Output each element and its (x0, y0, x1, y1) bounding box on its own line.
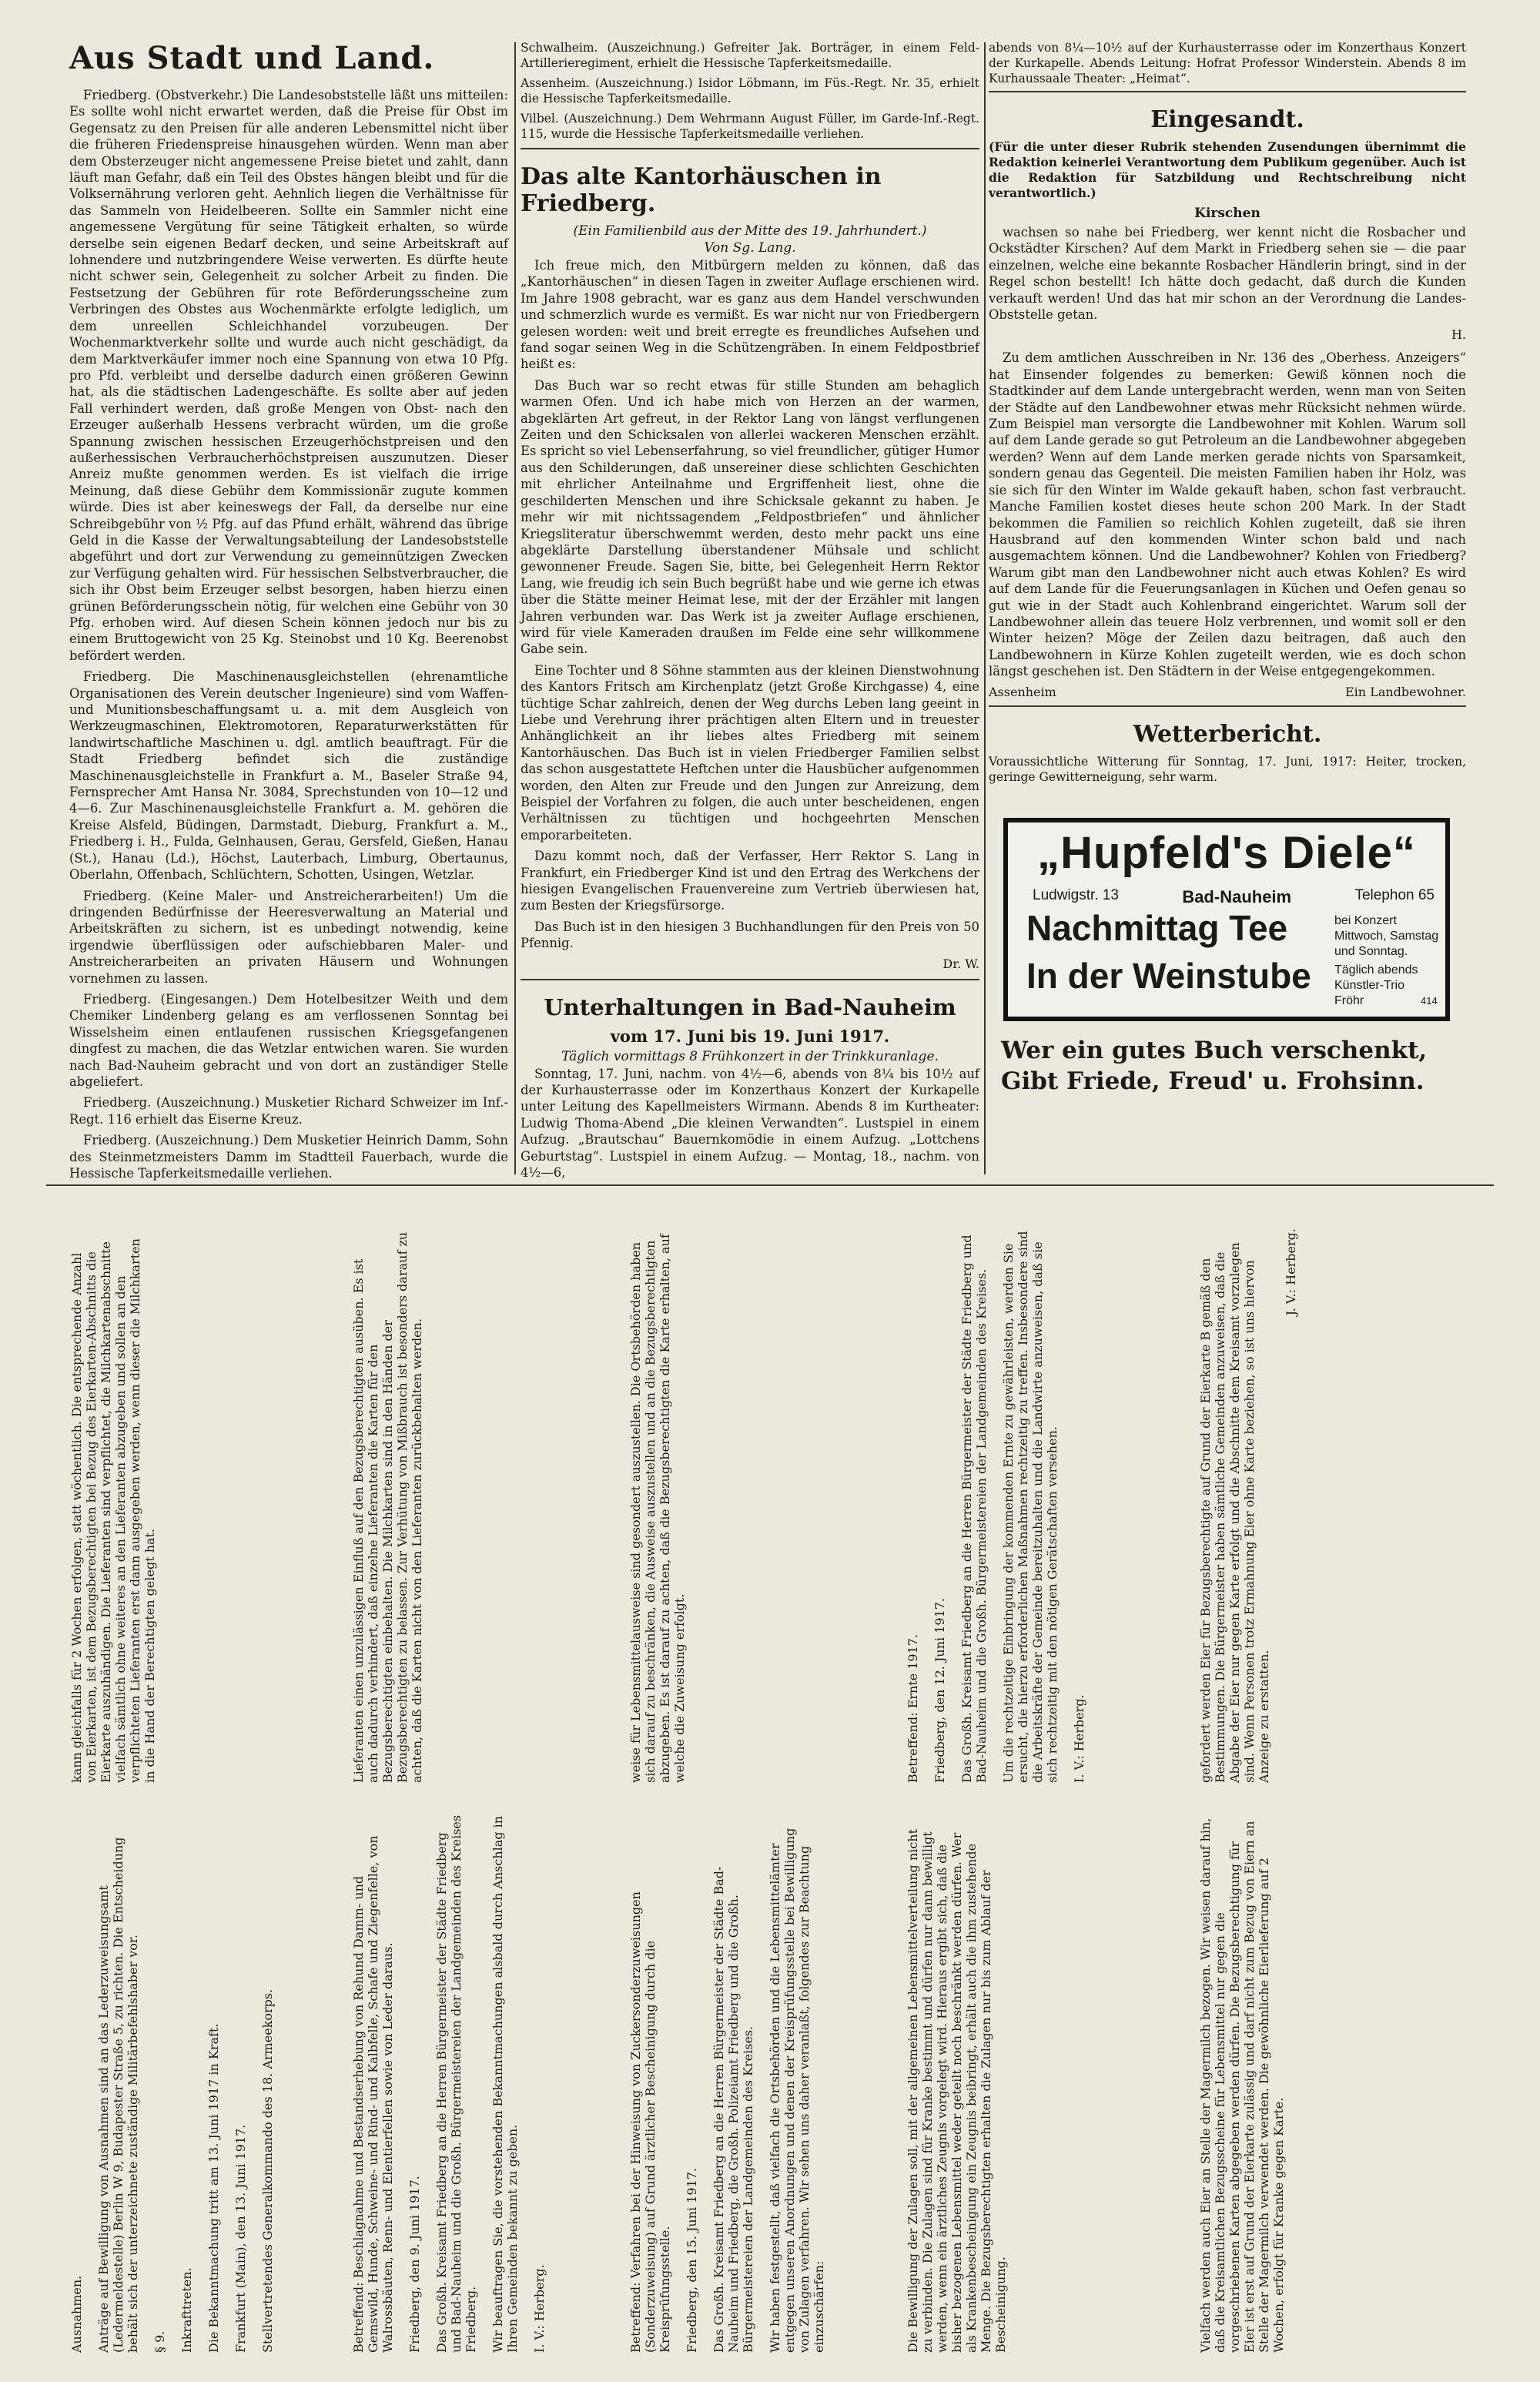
bad-nauheim-subtitle: Täglich vormittags 8 Frühkonzert in der Trinkkuranlage. (561, 1048, 939, 1064)
notice-place-date: Friedberg, den 9. Juni 1917. (407, 2176, 422, 2353)
notice-betreff: Betreffend: Ernte 1917. (906, 1633, 920, 1783)
kirschen-signature: H. (1451, 327, 1466, 343)
notice-recipients: Das Großh. Kreisamt Friedberg an die Herren Bürgermeister der Städte Bad-Nauheim und Friedberg, die Großh. Polizeiamt Friedberg und die Großh. Bürgermeistereien der Landgemeinden des Kreises. (711, 1866, 755, 2353)
section-title-stadt-land: Aus Stadt und Land. (69, 40, 435, 76)
notice-band-3 (616, 1221, 878, 2353)
notice-signature: J. V.: Herberg. (1284, 1228, 1298, 1316)
divider (521, 979, 979, 980)
ad-tea-details: bei Konzert Mittwoch, Samstag und Sonntag. (1334, 914, 1439, 958)
article-maschinen: Friedberg. Die Maschinenausgleichstellen (ehrenamtliche Organisationen des Verein deutscher Ingenieure) sind vom Waffen- und Munitionsbeschaffungsamt u. a. mit dem Ausgleich von Werkzeugmaschinen, Elektromotoren, Reparaturwerkstätten für landwirtschaftliche Maschinen u. dgl. amtlich beauftragt. Für die Stadt Friedberg befindet sich die zuständige Maschinenausgleichstelle in Frankfurt a. M., Baseler Straße 94, Fernsprecher Amt Hansa Nr. 3084, Sprechstunden von 10—12 und 4—6. Zur Maschinenausgleichstelle Frankfurt a. M. gehören die Kreise Alsfeld, Büdingen, Darmstadt, Dieburg, Frankfurt a. M., Friedberg i. H., Fulda, Gelnhausen, Gerau, Gersfeld, Gießen, Hanau (St.), Hanau (Ld.), Höchst, Lauterbach, Limburg, Obertaunus, Oberlahn, Offenbach, Schlüchtern, Schotten, Usingen, Wetzlar. (69, 669, 508, 883)
column-right (989, 40, 1466, 789)
page-divider (46, 1184, 1494, 1186)
kantor-paragraph: Ich freue mich, den Mitbürgern melden zu können, daß das „Kantorhäuschen“ in diesen Tagen in zweiter Auflage erschienen wird. Im Jahre 1908 gebracht, war es ganz aus dem Handel verschwunden und schmerzlich wurde es vermißt. Es war nicht nur von Friedbergern gelesen worden: weit und breit erregte es freundliches Aufsehen und fand sogar seinen Weg in die Schützengräben. In einem Feldpostbrief heißt es: (521, 258, 979, 372)
bad-nauheim-continued: abends von 8¼—10½ auf der Kurhausterrasse oder im Konzerthaus Konzert der Kurkapelle. Abends Leitung: Hofrat Professor Winderstein. Abends 8 im Kurhaussaale Theater: „Heimat“. (989, 41, 1466, 85)
kirschen-heading: Kirschen (1194, 206, 1260, 221)
notice-text-right: Um die rechtzeitige Einbringung der kommenden Ernte zu gewährleisten, werden Sie ersucht, die hierzu erforderlichen Maßnahmen rechtzeitig zu treffen. Insbesondere sind die Arbeitskräfte der Gemeinde bereitzuhalten und die Landwirte anzuweisen, daß sie sich rechtzeitig mit den nötigen Gerätschaften versehen. (1001, 1231, 1060, 1783)
notice-recipients: Das Großh. Kreisamt Friedberg an die Herren Bürgermeister der Städte Friedberg und Bad-Nauheim und die Großh. Bürgermeistereien der Landgemeinden des Kreises Friedberg. (434, 1814, 478, 2353)
bad-nauheim-dates: vom 17. Juni bis 19. Juni 1917. (610, 1026, 890, 1046)
divider (989, 705, 1466, 707)
ad-phone: Telephon 65 (1354, 887, 1435, 903)
notice-text: Vielfach werden auch Eier an Stelle der Magermilch bezogen. Wir weisen darauf hin, daß die Kreisamtlichen Bezugsscheine für Lebensmittel nur gegen die vorgeschriebenen Karten abgegeben werden dürfen. Die Bezugsberechtigung für Eier ist erst auf Grund der Eierkarte zulässig und darf nicht zum Bezug von Eiern an Stelle der Magermilch verwendet werden. Die gewöhnliche Eierlieferung auf 2 Wochen, erfolgt für Kranke gegen Karte. (1198, 1817, 1286, 2353)
kantor-paragraph: Eine Tochter und 8 Söhne stammten aus der kleinen Dienstwohnung des Kantors Fritsch am Kirchenplatz (jetzt Große Kirchgasse) 4, eine tüchtige Schar zahlreich, denen der Weg durchs Leben lang geeint in Liebe und Verehrung ihrer prächtigen alten Eltern und in treuester Anhänglichkeit an ihr liebes altes Friedberg mit seinem Kantorhäuschen. Das Buch ist in vielen Friedberger Familien selbst das schon ausgestattete Heftchen unter die Hausbücher aufgenommen worden, den Alten zur Freude und den Jungen zur Anreizung, dem Beispiel der Vorfahren zu folgen, die auch unter bescheidenen, engen Verhältnissen zu tüchtigen und hochgeehrten Menschen emporarbeiteten. (521, 662, 979, 843)
notice-betreff: Betreffend: Beschlagnahme und Bestandserhebung von Rehund Damm- und Gemswild, Hunde, Schweine- und Rind- und Kalbfelle, Schafe und Ziegenfelle, von Walrossbäuten, Renn- und Elentierfellen sowie von Leder daraus. (351, 1835, 395, 2353)
notice-text: Wir beauftragen Sie, die vorstehenden Bekanntmachungen alsbald durch Anschlag in Ihren Gemeinden bekannt zu geben. (490, 1815, 520, 2353)
letter-signature (989, 685, 1466, 699)
kantor-paragraph: Das Buch war so recht etwas für stille Stunden am behaglich warmen Ofen. Und ich habe mich von Herzen an der warmen, abgeklärten Art gefreut, in der Rektor Lang von längst verflungenen Zeiten und den Schicksalen von allerlei wackeren Menschen erzählt. Es spricht so viel Lebenserfahrung, so viel freundlicher, gütiger Humor aus den Schilderungen, daß unsereiner diese schlichten Geschichten mit ehrlicher Anteilnahme und Ergriffenheit liest, ohne die geschilderten Menschen und ihre Schicksale gekannt zu haben. Je mehr wir mit nichtssagendem „Feldpostbriefen“ und ähnlicher Kriegsliteratur überschwemmt werden, desto mehr packt uns eine abgeklärte Darstellung überstandener Mühsale und schlicht gewonnener Freude. Sagen Sie, bitte, bei Gelegenheit Herrn Rektor Lang, wie freudig ich sein Buch begrüßt habe und wie gerne ich etwas über die Stätte meiner Heimat lese, mit der der Erzähler mit langen Jahren verbunden war. Das Werk ist ja zweiter Auflage erschienen, wird für viele Kameraden draußen im Felde eine sehr willkommene Gabe sein. (521, 377, 979, 657)
ad-tea: Nachmittag Tee (1026, 908, 1288, 948)
ad-town: Bad-Nauheim (1182, 887, 1292, 906)
kantor-subtitle: (Ein Familienbild aus der Mitte des 19. Jahrhundert.) (573, 223, 927, 239)
official-notices-rotated (0, 1192, 1540, 2382)
article-vilbel: Vilbel. (Auszeichnung.) Dem Wehrmann August Füller, im Garde-Inf.-Regt. 115, wurde die Hessische Tapferkeitsmedaille verliehen. (521, 112, 979, 141)
notice-place-date: Friedberg, den 12. Juni 1917. (932, 1597, 947, 1783)
notice-signature: I. V.: Herberg. (532, 2264, 547, 2353)
divider (521, 148, 979, 149)
notice-text: Wir haben festgestellt, daß vielfach die Ortsbehörden und die Lebensmittelämter entgegen unseren Anordnungen und denen der Kreisprüfungsstelle bei Bewilligung von Zulagen verfahren. Wir sehen uns daher veranlaßt, folgendes zur Beachtung einzuschärfen: (768, 1828, 826, 2353)
kirschen-text: wachsen so nahe bei Friedberg, wer kennt nicht die Rosbacher und Ockstädter Kirschen? Auf dem Markt in Friedberg sehen sie — die paar einzelnen, welche eine bekannte Rosbacher Händlerin bringt, sind in der Regel schon bestellt! Ich hätte doch gedacht, daß durch die Kunden verkauft werden! Und das hat mir schon an der Verordnung die Landes-Obststelle getan. (989, 225, 1466, 323)
notice-band-4 (893, 1221, 1170, 2353)
notice-text: Die Bewilligung der Zulagen soll, mit der allgemeinen Lebensmittelverteilung nicht zu verbinden. Die Zulagen sind für Kranke bestimmt und dürfen nur dann bewilligt werden, wenn ein ärztliches Zeugnis vorgelegt wird. Hieraus ergibt sich, daß die bisher bezogenen Lebensmittel weder geteilt noch beschränkt werden dürfen. Wer als Krankenbescheinigung ein Zeugnis beibringt, erhält auch die ihm zustehende Menge. Die Bezugsberechtigten erhalten die Zulagen nur bis zum Ablauf der Bescheinigung. (906, 1829, 1008, 2353)
eingesandt-disclaimer: (Für die unter dieser Rubrik stehenden Zusendungen übernimmt die Redaktion keinerlei Verantwortung dem Publikum gegenüber. Auch ist die Redaktion für Satzbildung und Rechtschreibung nicht verantwortlich.) (989, 139, 1466, 200)
notice-text-right: gefordert werden Eier für Bezugsberechtigte auf Grund der Eierkarte B gemäß den Bestimmungen. Die Bürgermeister haben sämtliche Gemeinden anzuweisen, daß die Abgabe der Eier nur gegen Karte erfolgt und die Abschnitte dem Kreisamt vorzulegen sind. Wenn Personen trotz Ermahnung Eier ohne Karte beziehen, so ist uns hiervon Anzeige zu erstatten. (1198, 1242, 1271, 1783)
heading-kantorhaeuschen: Das alte Kantorhäuschen in Friedberg. (521, 163, 882, 217)
notice-recipients: Das Großh. Kreisamt Friedberg an die Herren Bürgermeister der Städte Friedberg und Bad-Nauheim und die Großh. Bürgermeistereien der Landgemeinden des Kreises. (959, 1235, 989, 1783)
letter-author: Ein Landbewohner. (1345, 684, 1466, 699)
kantor-paragraph: Das Buch ist in den hiesigen 3 Buchhandlungen für den Preis von 50 Pfennig. (521, 919, 979, 951)
heading-eingesandt: Eingesandt. (1150, 106, 1304, 133)
notice-text-right: weise für Lebensmittelausweise sind gesondert auszustellen. Die Ortsbehörden haben sich darauf zu beschränken, die Ausweise auszustellen und an die Bezugsberechtigten abzugeben. Es ist darauf zu achten, daß die Bezugsberechtigten die Karte erhalten, auf welche die Zuweisung erfolgt. (628, 1234, 687, 1783)
advertisement-hupfelds-diele (1003, 818, 1450, 1021)
notice-text-right: Lieferanten einen unzulässigen Einfluß auf den Bezugsberechtigten ausüben. Es ist auch dadurch verhindert, daß einzelne Lieferanten die Karten für den Bezugsberechtigten einbehalten. Die Milchkarten sind in den Händen der Bezugsberechtigten zu belassen. Zur Verhütung von Mißbrauch ist besonders darauf zu achten, daß die Karten nicht von den Lieferanten zurückbehalten werden. (351, 1231, 424, 1783)
notice-text-right: kann gleichfalls für 2 Wochen erfolgen, statt wöchentlich. Die entsprechende Anzahl von Eierkarten, ist dem Bezugsberechtigten bei Bezug des Eierkarten-Abschnitts die Eierkarte auszuhändigen. Die Lieferanten sind verpflichtet, die Milchkartenabschnitte vielfach sämtlich ohne weiteres an den Lieferanten abzugeben und sollen an den verpflichteten Lieferanten erst dann ausgegeben werden, wenn dieser die Milchkarten in die Hand der Berechtigten gelegt hat. (69, 1238, 157, 1783)
notice-authority: Stellvertretendes Generalkommando des 18. Armeekorps. (260, 1988, 275, 2353)
notice-place-date: Frankfurt (Main), den 13. Juni 1917. (233, 2124, 248, 2353)
article-assenheim: Assenheim. (Auszeichnung.) Isidor Löbmann, im Füs.-Regt. Nr. 35, erhielt die Hessische Tapferkeitsmedaille. (521, 76, 979, 106)
ad-weinstube: In der Weinstube (1026, 956, 1311, 996)
article-auszeichnung-schweizer: Friedberg. (Auszeichnung.) Musketier Richard Schweizer im Inf.-Regt. 116 erhielt das Eiserne Kreuz. (69, 1095, 508, 1127)
ad-code: 414 (1421, 995, 1438, 1007)
article-schwalheim: Schwalheim. (Auszeichnung.) Gefreiter Jak. Borträger, in einem Feld-Artillerieregiment, erhielt die Hessische Tapferkeitsmedaille. (521, 41, 979, 70)
heading-wetterbericht: Wetterbericht. (1133, 720, 1322, 748)
notice-band-2 (339, 1221, 601, 2353)
ad-weinstube-details: Täglich abends Künstler-Trio Fröhr (1334, 963, 1418, 1007)
notice-band-5 (1186, 1221, 1478, 2353)
paragraph-heading: Inkrafttreten. (179, 2267, 194, 2353)
column-middle (521, 40, 979, 1186)
paragraph-number: § 9. (152, 2330, 167, 2353)
book-slogan: Wer ein gutes Buch verschenkt, Gibt Friede, Freud' u. Frohsinn. (1001, 1037, 1428, 1095)
divider (989, 91, 1466, 92)
kantor-paragraph: Dazu kommt noch, daß der Verfasser, Herr Rektor S. Lang in Frankfurt, ein Friedberger Kind ist und den Ertrag des Werkchens der hiesigen Evangelischen Frauenvereine zum Vertrieb überwiesen hat, zum Besten der Kriegsfürsorge. (521, 849, 979, 913)
notice-text: Anträge auf Bewilligung von Ausnahmen sind an das Lederzuweisungsamt (Ledermeldestelle) Berlin W 9, Budapester Straße 5, zu richten. Die Entscheidung behält sich der unterzeichnete zuständige Militärbefehlshaber vor. (96, 1837, 140, 2353)
column-divider (984, 42, 986, 1174)
letter-place: Assenheim (989, 684, 1056, 699)
paragraph-text: Die Bekanntmachung tritt am 13. Juni 1917 in Kraft. (206, 2023, 221, 2353)
article-obstverkehr: Friedberg. (Obstverkehr.) Die Landesobststelle läßt uns mitteilen: Es sollte wohl nicht erwartet werden, daß die Preise für Obst im Gegensatz zu den Preisen für alle anderen Lebensmittel nicht über die früheren Friedenspreise hinausgehen würden. Wenn man aber dem Obsterzeuger nicht angemessene Preise bietet und zahlt, dann läuft man Gefahr, daß ein Teil des Obstes hängen bleibt und für die Volksernährung verloren geht. Aehnlich liegen die Verhältnisse für das Sammeln von Heidelbeeren. Sollte ein Sammler nicht eine angemessene Vergütung für seine Tätigkeit erhalten, so würde derselbe sein eigenen Bedarf decken, und seine Arbeitskraft auf lohnendere und nutzbringendere Weise verwerten. Es dürfte heute nicht schwer sein, Gelegenheit zu solcher Arbeit zu finden. Die Festsetzung der Gebühren für rote Beförderungsscheine zum Verbringen des Obstes aus Wochenmärkte erfolgte lediglich, um dem unreellen Schleichhandel vorzubeugen. Der Wochenmarktverkehr sollte und wurde auch nicht geschädigt, da dem Marktverkäufer immer noch eine Spannung von etwa 10 Pfg. pro Pfd. verbleibt und derselbe dadurch einen größeren Gewinn hat, als die städtischen Ladengeschäfte. Es sollte aber auf jeden Fall verhindert werden, daß große Mengen von Obst- nach den Erzeuger außerhalb Hessens verbracht würden, um die große Spannung zwischen hessischen Erzeugerhöchstpreisen und den außerhessischen Verbraucherhöchstpreisen auszunutzen. Dieser Anreiz mußte genommen werden. Es ist vielfach die irrige Meinung, daß diese Gebühr dem Kommissionär zugute kommen würde. Dies ist aber keineswegs der Fall, da derselbe nur eine Schreibgebühr von ½ Pfg. auf das Pfund erhält, während das übrige Geld in die Kasse der Verwaltungsabteilung der Landesobststelle abgeführt und dort zur Verwendung zu gemeinnützigen Zwecken zur Verfügung gehalten wird. Für hessischen Selbstverbraucher, die sich ihr Obst beim Erzeuger selbst besorgen, haben hierzu einen grünen Beförderungsschein nötig, für welchen eine Gebühr von 30 Pfg. erhoben wird. Auf diesen Schein können jedoch nur bis zu einem Bruttogewicht von 25 Kg. Steinobst und 10 Kg. Beerenobst befördert werden. (69, 88, 508, 663)
kohlen-letter: Zu dem amtlichen Ausschreiben in Nr. 136 des „Oberhess. Anzeigers“ hat Einsender folgendes zu bemerken: Gewiß können noch die Stadtkinder auf dem Lande untergebracht werden, wenn man von Seiten der Städte auf den Landbewohner etwas mehr Rücksicht nehmen würde. Zum Beispiel man versorgte die Landbewohner mit Kohlen. Warum soll auf dem Lande gerade so gut Petroleum an die Landbewohner abgegeben werden? Wenn auf dem Lande merken gerade nichts von Sparsamkeit, sondern genau das Gegenteil. Die meisten Familien haben ihr Holz, was sie sich für den Winter im Walde gekauft haben, schon fast verbraucht. Manche Familien kostet dieses heute schon 200 Mark. In der Stadt bekommen die Familien so reichlich Kohlen zugeteilt, daß sie ihren Hausbrand auf den kommenden Winter schon bald und nach ausgemachtem können. Und die Landbewohner? Kohlen von Friedberg? Warum gibt man den Landbewohner nicht auch etwas Kohlen? Es wird auf dem Lande für die Feuerungsanlagen in Küchen und Oefen genau so gut wie in der Stadt auch Kohlenbrand eingerichtet. Warum soll der Landbewohner allein das teuere Holz verbrennen, und womit soll er den Winter heizen? Möge der Zeilen dazu beitragen, daß auch den Landbewohnern in Kürze Kohlen zugeteilt werden, wie es doch schon längst geschehen ist. Den Städtern in der Weise entgegengekommen. (989, 350, 1466, 679)
bad-nauheim-program: Sonntag, 17. Juni, nachm. von 4½—6, abends von 8¼ bis 10½ auf der Kurhausterrasse oder im Konzerthaus Konzert der Kurkapelle unter Leitung des Kapellmeisters Wirmann. Abends 8 im Kurtheater: Ludwig Thoma-Abend „Die kleinen Verwandten“. Lustspiel in einem Aufzug. „Brautschau“ Bauernkomödie in einem Aufzug. „Lottchens Geburtstag“. Lustspiel in einem Aufzug. — Montag, 18., nachm. von 4½—6, (521, 1066, 979, 1181)
article-auszeichnung-damm: Friedberg. (Auszeichnung.) Dem Musketier Heinrich Damm, Sohn des Steinmetzmeisters Damm im Stadtteil Fauerbach, wurde die Hessische Tapferkeitsmedaille verliehen. (69, 1133, 508, 1181)
heading-bad-nauheim: Unterhaltungen in Bad-Nauheim (544, 993, 956, 1020)
column-left (69, 40, 508, 1186)
notices-block (46, 1221, 1494, 2353)
article-maler: Friedberg. (Keine Maler- und Anstreicherarbeiten!) Um die dringenden Bedürfnisse der Heeresverwaltung an Material und Arbeitskräften zu sichern, ist es unbedingt notwendig, keine irgendwie überflüssigen oder aufschiebbaren Maler- und Anstreicherarbeiten an privaten Häusern und Wohnungen vornehmen zu lassen. (69, 888, 508, 986)
ad-title: „Hupfeld's Diele“ (1037, 828, 1416, 878)
ad-street: Ludwigstr. 13 (1033, 887, 1119, 903)
wetter-text: Voraussichtliche Witterung für Sonntag, 17. Juni, 1917: Heiter, trocken, geringe Gewitterneigung, sehr warm. (989, 754, 1466, 784)
notice-heading: Ausnahmen. (69, 2275, 84, 2353)
notice-band-1 (57, 1221, 326, 2353)
notice-betreff: Betreffend: Verfahren bei der Hinweisung von Zuckersonderzuweisungen (Sonderzuweisung) auf Grund ärztlicher Bescheinigung durch die Kreisprüfungsstelle. (628, 1891, 672, 2353)
column-divider (514, 42, 516, 1174)
article-eingefangen: Friedberg. (Eingesangen.) Dem Hotelbesitzer Weith und dem Chemiker Lindenberg gelang es am verflossenen Sonntag bei Wisselsheim einen entlaufenen russischen Kriegsgefangenen dingfest zu machen, die das Wetzlar entwichen waren. Sie wurden nach Bad-Nauheim gebracht und von dort an zuständiger Stelle abgeliefert. (69, 991, 508, 1089)
kantor-author: Von Sg. Lang. (704, 240, 796, 256)
ad-address-line (1033, 887, 1435, 907)
notice-place-date: Friedberg, den 15. Juni 1917. (685, 2167, 699, 2353)
kantor-signature: Dr. W. (942, 956, 979, 971)
notice-signature: I. V.: Herberg. (1072, 1694, 1086, 1783)
